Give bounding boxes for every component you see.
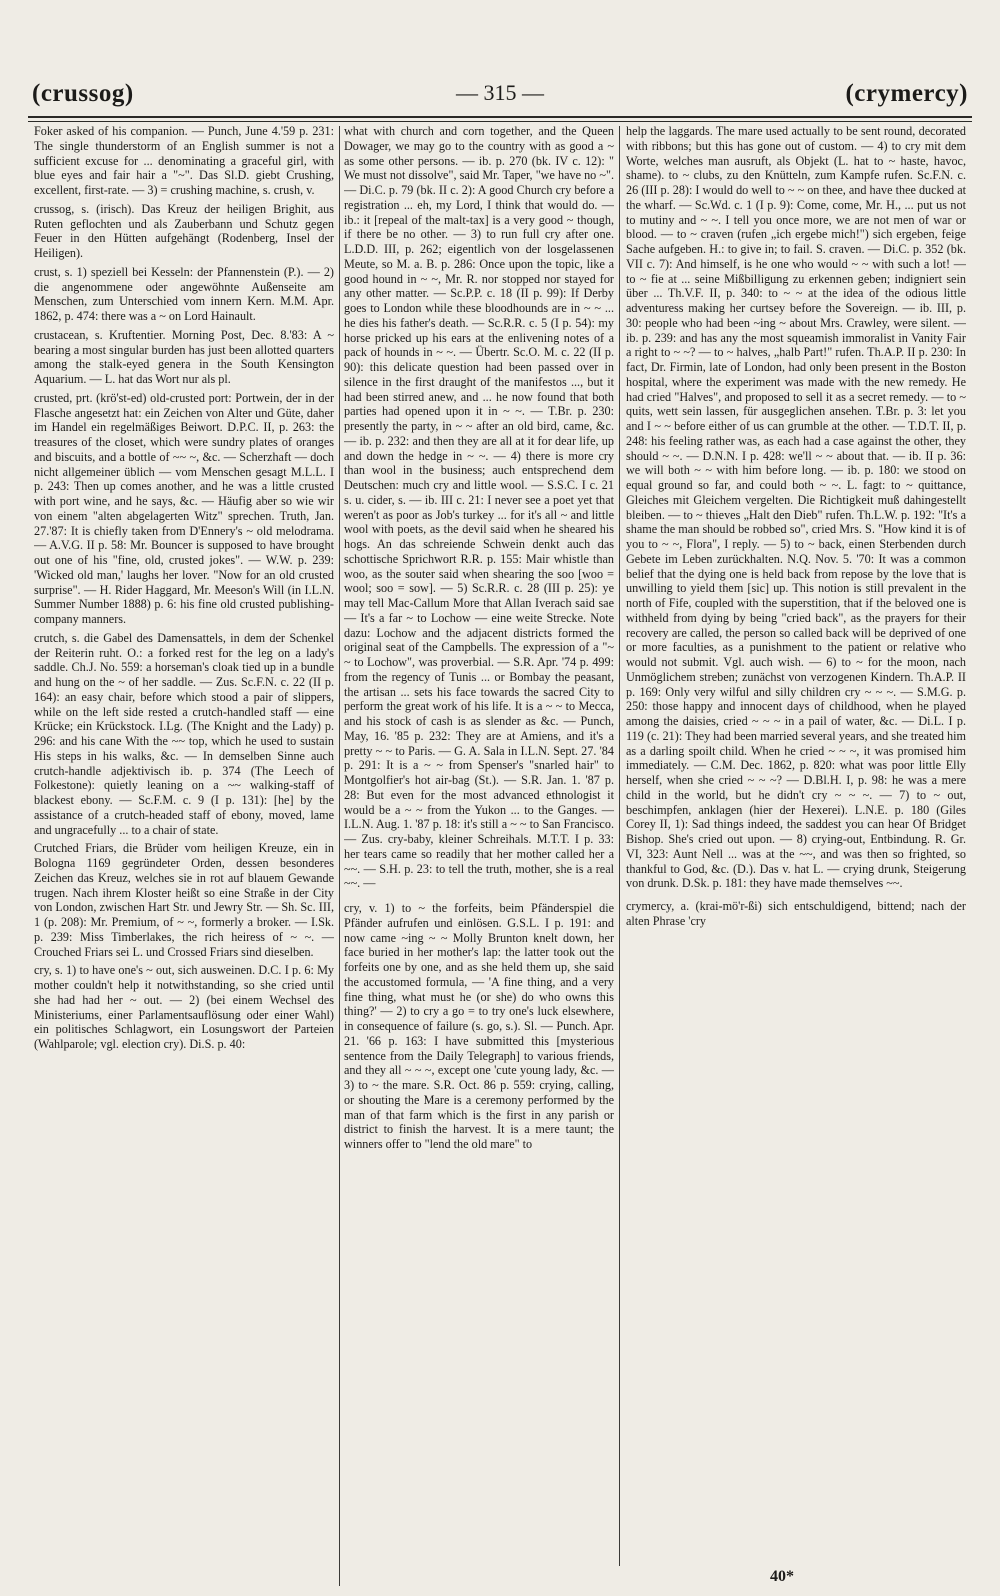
header-left-catchword: (crussog) [32, 80, 134, 107]
entry-crustacean: crustacean, s. Kruftentier. Morning Post, Dec. 8.'83: A ~ bearing a most singular burden has just been allotted quarters among the stalk-eyed genera in the South Kensington Aquarium. — L. hat das Wort nur als pl. [34, 327, 334, 386]
column-2 [344, 124, 614, 1444]
header-rule [28, 116, 972, 118]
running-header [28, 78, 972, 112]
entry-crutched-friars: Crutched Friars, die Brüder vom heiligen Kreuze, ein in Bologna 1169 gegründeter Orden, dessen besonderes Zeichen das Kreuz, welches sie in rot auf blauem Gewande trugen. Nach ihrem Kloster heißt so eine Straße in der City von London, zwischen Hart Str. und Jewry Str. — Sh. Sc. III, 1 (p. 208): Mr. Premium, of ~ ~, formerly a broker. — I.Sk. p. 239: Miss Timberlakes, the rich heiress of ~ ~. — Crouched Friars sei L. und Crossed Friars sind dieselben. [34, 841, 334, 959]
entry-crymercy: crymercy, a. (krai-mö'r-ßi) sich entschuldigend, bittend; nach der alten Phrase 'cry [626, 899, 966, 928]
header-rule-thin [28, 121, 972, 122]
entry-crussog: crussog, s. (irisch). Das Kreuz der heiligen Brighit, aus Ruten geflochten und als Zauberbann und Schutz gegen Feuer in den Hütten aufgehängt (Rodenberg, Insel der Heiligen). [34, 201, 334, 260]
entry-crutch: crutch, s. die Gabel des Damensattels, in dem der Schenkel der Reiterin ruht. O.: a forked rest for the leg on a lady's saddle. Ch.J. No. 559: a horseman's cloak tied up in a bundle and hung on the ~ of her saddle. — Zus. Sc.F.N. c. 22 (II p. 164): an easy chair, before which stood a pair of slippers, while on the left side rested a crutch-handled staff — eine Krücke; ein Krückstock. I.Lg. (The Knight and the Lady) p. 296: and his cane With the ~~ top, which he used to sustain His steps in his walks, &c. — In demselben Sinne auch crutch-handle adjektivisch ib. p. 374 (The Leech of Folkestone): quietly leaning on a ~~ walking-staff of blackest ebony. — Sc.F.M. c. 9 (I p. 131): [he] by the assistance of a crutch-headed staff of ebony, moved, lame and ungracefully ... to a chair of state. [34, 630, 334, 837]
entry-continuation: Foker asked of his companion. — Punch, June 4.'59 p. 231: The single thunderstorm of an English summer is not a sufficient excuse for ... denominating a graceful girl, with blue eyes and fair hair a "~". Das Sl.D. giebt Crushing, excellent, first-rate. — 3) = crushing machine, s. crush, v. [34, 124, 334, 197]
entry-cry-noun-continued: what with church and corn together, and the Queen Dowager, we may go to the country with as good a ~ as some other persons. — ib. p. 270 (bk. IV c. 12): " We must not dissolve", said Mr. Taper, "we have no ~". — Di.C. p. 79 (bk. II c. 2): A good Church cry before a registration ... eh, my Lord, I think that would do. — ib.: it [repeal of the malt-tax] is a very good ~ though, if there be no other. — 3) to run full cry after one. L.D.D. III, p. 262; eigentlich von der losgelassenen Meute, so M. a. B. p. 286: Once upon the topic, like a good hound in ~ ~, Mr. R. nor stopped nor stayed for any other matter. — Sc.P.P. c. 18 (II p. 99): If Derby goes to London while these bloodhounds are in ~ ~ ... he dies his father's death. — Sc.R.R. c. 5 (I p. 54): my horse pricked up his ears at the enlivening notes of a pack of hounds in ~ ~. — Übertr. Sc.O. M. c. 22 (II p. 90): this delicate question had been passed over in silence in the first draught of the manifestos ..., but it had been stirred anew, and ... he now found that both parties had opened upon it in ~ ~. — T.Br. p. 230: presently the party, in ~ ~ after an old bird, came, &c. — ib. p. 232: and then they are all at it for dear life, up and down the hedge in ~ ~. — 4) there is more cry than wool in the business; auch entsprechend dem Deutschen: much cry and little wool. — S.S.C. I c. 21 s. u. cider, s. — ib. III c. 21: I never see a poet yet that weren't as poor as Job's turkey ... for it's all ~ and little wool with poets, as the devil said when he sheared his hogs. An das schreiende Schwein denkt auch das schottische Sprichwort R.R. p. 155: Mair whistle than woo, as the souter said when shearing the soo [woo = wool; soo = sow]. — 5) Sc.R.R. c. 28 (III p. 25): ye may tell Mac-Callum More that Allan Iverach said sae — It's a far ~ to Lochow — eine weite Strecke. Note dazu: Lochow and the adjacent districts formed the original seat of the Campbells. The expression of a "~ ~ to Lochow", was proverbial. — S.R. Apr. '74 p. 499: from the regency of Tunis ... or Bombay the peasant, the artisan ... sets his face towards the sacred City to perform the great work of his life. It is a ~ ~ to Mecca, and his stock of cash is as slender as &c. — Punch, May, 16. '85 p. 232: They are at Amiens, and it's a pretty ~ ~ to Paris. — G. A. Sala in I.L.N. Sept. 27. '84 p. 291: It is a ~ ~ from Spenser's "snarled hair" to Montgolfier's hot air-bag (St.). — S.R. Jan. 1. '87 p. 28: But even for the most advanced ethnologist it would be a ~ ~ from the Yukon ... to the Ganges. — I.L.N. Aug. 1. '87 p. 18: it's still a ~ ~ to San Francisco. — Zus. cry-baby, kleiner Schreihals. M.T.T. I p. 33: her tears came so readily that her mother called her a ~~. — S.H. p. 23: to tell the truth, mother, she is a real ~~. — [344, 124, 614, 891]
signature-mark: 40* [770, 1568, 794, 1585]
column-divider [339, 126, 340, 1586]
entry-crusted: crusted, prt. (krö'st-ed) old-crusted port: Portwein, der in der Flasche angesetzt hat: ein Zeichen von Alter und Güte, daher im Handel ein regelmäßiges Beiwort. D.P.C. II, p. 263: the treasures of the closet, which were sundry plates of oranges and biscuits, and a bottle of ~~ ~, &c. — Scherzhaft — doch nicht allgemeiner üblich — vom Menschen gesagt M.L.L. I p. 243: Then up comes another, and he was a little crusted with port wine, and he says, &c. — Häufig aber so wie wir von einem "alten abgelagerten Witz" sprechen. Truth, Jan. 27.'87: It is chiefly taken from D'Ennery's ~ old melodrama. — A.V.G. II p. 58: Mr. Bouncer is supposed to have brought out one of his "fine, old, crusted jokes". — W.W. p. 239: 'Wicked old man,' laughs her lover. "Now for an old crusted surprise". — H. Rider Haggard, Mr. Meeson's Will (in I.L.N. Summer Number 1888) p. 6: his fine old crusted publishing-company manners. [34, 390, 334, 626]
column-1 [34, 124, 334, 1572]
entry-crust: crust, s. 1) speziell bei Kesseln: der Pfannenstein (P.). — 2) die angenommene oder angewöhnte Außenseite am Menschen, zum Unterschied vom innern Kern. M.M. Apr. 1862, p. 474: there was a ~ on Lord Hainault. [34, 264, 334, 323]
column-divider [619, 126, 620, 1566]
entry-cry-verb: cry, v. 1) to ~ the forfeits, beim Pfänderspiel die Pfänder aufrufen und einlösen. G.S.L. I p. 191: and now came ~ing ~ ~ Molly Brunton knelt down, her face buried in her mother's lap: the latter took out the forfeits one by one, and as she held them up, she said the accustomed formula, — 'A fine thing, and a very fine thing, what must he (or she) do who owns this thing?' — 2) to cry a go = to try one's luck elsewhere, in consequence of failure (s. go, s.). Sl. — Punch. Apr. 21. '66 p. 163: I have submitted this [mysterious sentence from the Daily Telegraph] to various friends, and they all ~ ~ ~, except one 'cute young lady, &c. — 3) to ~ the mare. S.R. Oct. 86 p. 559: crying, calling, or shouting the Mare is a ceremony performed by the man of that farm which is the first in any parish or district to finish the harvest. It is a mere taunt; the winners offer to "lend the old mare" to [344, 901, 614, 1151]
column-3 [626, 124, 966, 1572]
page-number: — 315 — [456, 80, 544, 105]
header-right-catchword: (crymercy) [845, 80, 968, 107]
entry-cry-noun: cry, s. 1) to have one's ~ out, sich ausweinen. D.C. I p. 6: My mother couldn't help it notwithstanding, so she cried until she had had her ~ out. — 2) (bei einem Wechsel des Ministeriums, einer Parlamentsauflösung oder einer Wahl) ein politisches Schlagwort, ein Losungswort der Parteien (Wahlparole; vgl. election cry). Di.S. p. 40: [34, 963, 334, 1051]
entry-cry-verb-continued: help the laggards. The mare used actually to be sent round, decorated with ribbons; but this has gone out of custom. — 4) to cry mit dem Worte, welches man ausruft, als Objekt (L. hat to ~ haste, havoc, shame). to ~ clubs, zu den Knütteln, zum Kampfe rufen. Sc.F.N. c. 26 (III p. 28): I would do well to ~ ~ on thee, and have thee ducked at the wharf. — Sc.Wd. c. 1 (I p. 9): Come, come, Mr. H., ... put us not to mutiny and ~ ~. I tell you once more, we are not men of war or blood. — to ~ craven (rufen „ich ergebe mich!") sich ergeben, feige Sache aufgeben. H.: to give in; to fail. S. craven. — Di.C. p. 352 (bk. VII c. 7): And himself, is he one who would ~ ~ with such a lot! — to ~ fie at ... seine Mißbilligung zu erkennen geben; indigniert sein über ... Th.V.F. II, p. 340: to ~ ~ at the idea of the odious little adventuress making her curtsey before the Sovereign. — ib. III, p. 30: people who had been ~ing ~ about Mrs. Crawley, were silent. — ib. p. 239: and has any the most squeamish immoralist in Vanity Fair a right to ~ ~? — to ~ halves, „halb Part!" rufen. Th.A.P. II p. 230: In fact, Dr. Firmin, late of London, had only been present in the Boston hospital, where the experiment was made with the new remedy. He had cried "Halves", and proposed to sell it as a secret remedy. — to ~ quits, wett sein lassen, für ausgeglichen ansehen. T.Br. p. 3: let you and I ~ ~ before either of us can grumble at the other. — T.D.T. II, p. 248: his feeling rather was, as each had a case against the other, they should ~ ~. — D.N.N. I p. 428: we'll ~ ~ about that. — ib. II p. 36: we will both ~ ~ with him before long. — ib. p. 180: we stood on equal ground so far, and could both ~ ~. L. fagt: to ~ quittance, Gleiches mit Gleichem vergelten. Die Richtigkeit muß dahingestellt bleiben. — to ~ thieves „Halt den Dieb" rufen. Th.L.W. p. 192: "It's a shame the man should be robbed so", cried Mrs. S. "How kind it is of you to ~ ~, Flora", I reply. — 5) to ~ back, einen Sterbenden durch Gebete im Leben zurückhalten. N.Q. Nov. 5. '70: It was a common belief that the dying one is held back from repose by the love that is unwilling to yield them [sic] up. This notion is still prevalent in the north of Fife, coupled with the superstition, that if the beloved one is withheld from dying by being "cried back", as the prayers for their recovery are called, the person so called back will be deprived of one or more faculties, as a punishment to the patient or relative who would not submit. Vgl. auch wish. — 6) to ~ for the moon, nach Unmöglichem streben; zunächst von verzogenen Kindern. Th.A.P. II p. 169: Only very wilful and silly children cry ~ ~ ~. — S.M.G. p. 250: those happy and innocent days of childhood, when he played among the daisies, cried ~ ~ ~ in a pail of water, &c. — Di.L. I p. 119 (c. 21): They had been married several years, and she treated him as a darling spoilt child. When he cried ~ ~ ~, it was promised him immediately. — C.M. Dec. 1862, p. 820: what was poor little Elly herself, when she cried ~ ~ ~? — D.Bl.H. I, p. 98: he was a mere child in the world, but he didn't cry ~ ~ ~. — 7) to ~ out, beschimpfen, anklagen (hier der Hexerei). L.N.E. p. 180 (Giles Corey II, 1): Sad things indeed, the saddest you can hear Of Bridget Bishop. She's cried out upon. — 8) crying-out, Entbindung. R. Gr. VI, 323: Aunt Nell ... was at the ~~, and was then so frighted, so thankful to God, &c. (D.). Das v. hat L. — crying drunk, Steigerung von drunk. D.Sk. p. 181: they have made themselves ~~. [626, 124, 966, 891]
